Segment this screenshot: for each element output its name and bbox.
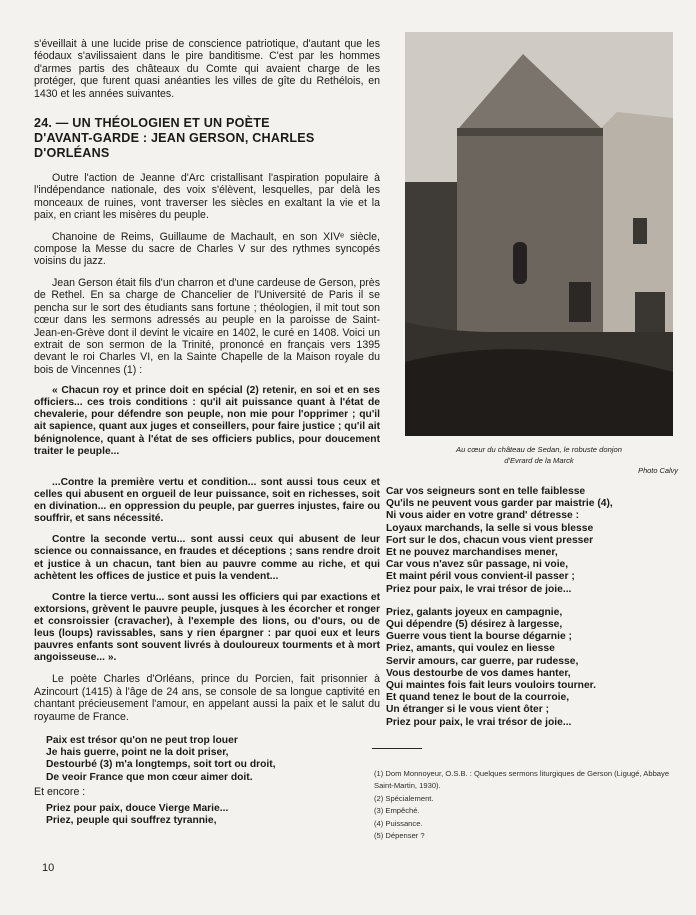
verse-line: Priez pour paix, douce Vierge Marie...	[46, 802, 229, 814]
footnote-item: (3) Empêché.	[374, 806, 420, 816]
page-number: 10	[42, 862, 55, 874]
footnote-item: (1) Dom Monnoyeur, O.S.B. : Quelques sermons liturgiques de Gerson (Ligugé, Abbaye Saint-Martin, 1930).	[374, 769, 670, 791]
verse-line: Destourbé (3) m'a longtemps, soit tort ou droit,	[46, 759, 276, 771]
verse-line: Qui dépendre (5) désirez à largesse,	[386, 619, 563, 631]
verse-line: Qu'ils ne peuvent vous garder par maistrie (4),	[386, 498, 613, 510]
quote-gerson-2: ...Contre la première vertu et condition... sont aussi tous ceux et celles qui abusent en orgueil de leur puissance, soit en richesses, soit en divination... en oppression du peuple, par guerres injustes, faire ou souffrir, et sans nécessité.	[34, 477, 380, 525]
left-column-lower	[34, 477, 380, 827]
verse-line: Servir amours, car guerre, par rudesse,	[386, 655, 579, 667]
donjon-illustration	[405, 32, 673, 436]
paragraph-machault: Chanoine de Reims, Guillaume de Machault, en son XIVᵉ siècle, compose la Messe du sacre de Charles V sur des rythmes syncopés voisins du jazz.	[34, 230, 380, 268]
right-column-poem	[386, 486, 676, 729]
quote-gerson-3: Contre la seconde vertu... sont aussi ceux qui abusent de leur science ou connaissance, en fraudes et déceptions ; sans rendre droit et justice à un chacun, tant bien au pauvre comme au riche, et qui achètent les offices de justice et puis la vendent...	[34, 534, 380, 582]
verse-line: Qui maintes fois fait leurs vouloirs tourner.	[386, 680, 596, 692]
verse-line: Priez, amants, qui voulez en liesse	[386, 643, 555, 655]
section-title-line-1: 24. — UN THÉOLOGIEN ET UN POÈTE	[34, 116, 270, 131]
paragraph-charles-dorleans: Le poète Charles d'Orléans, prince du Porcien, fait prisonnier à Azincourt (1415) à l'âge de 24 ans, se console de sa longue captivité en chantant précieusement l'amour, en appelant aussi la paix et le salut du royaume de France.	[34, 673, 380, 723]
paragraph-jeanne-darc: Outre l'action de Jeanne d'Arc cristallisant l'aspiration populaire à l'indépendance nationale, des voix s'élèvent, lesquelles, par delà les monceaux de ruines, vont traverser les siècles en exaltant la vie et la paix, en criant les misères du peuple.	[34, 172, 380, 222]
section-heading	[34, 116, 380, 161]
footnotes	[374, 768, 678, 842]
verse-line: Loyaux marchands, la selle si vous blesse	[386, 522, 594, 534]
quote-gerson-1: « Chacun roy et prince doit en spécial (2) retenir, en soi et en ses officiers... ces trois conditions : qu'il ait puissance quant à l'état de chevalerie, pour défendre son peuple, non mie pour l'opprimer ; qu'il ait sapience, quant aux juges et conseillers, pour faire justice ; qu'il ait bénignolence, quant à l'état de ses officiers publics, pour doucement traiter le peuple...	[34, 385, 380, 457]
footnote-item: (4) Puissance.	[374, 818, 423, 828]
verse-line: Car vos seigneurs sont en telle faiblesse	[386, 486, 586, 497]
verse-line: Fort sur le dos, chacun vous vient presser	[386, 534, 594, 546]
paragraph-gerson: Jean Gerson était fils d'un charron et d'une cardeuse de Gerson, près de Rethel. En sa charge de Chancelier de l'Université de Paris il se pencha sur le sort des étudiants sans fortune ; théologien, il mit tout son cœur dans les sermons adressés au peuple en la paroisse de Saint-Jean-en-Grève dont il devint le vicaire en 1402, le curé en 1408. Voici un extrait de son sermon de la Trinité, prononcé en français vers 1395 devant le roi Charles VI, en la Sainte Chapelle de la Maison royale du bois de Vincennes (1) :	[34, 276, 380, 376]
verse-line: Un étranger si le vous vient ôter ;	[386, 704, 550, 716]
photo-caption-line-2: d'Evrard de la Marck	[504, 456, 574, 465]
verse-line: De veoir France que mon cœur aimer doit.	[46, 771, 253, 783]
verse-line: Et ne pouvez marchandises mener,	[386, 547, 558, 559]
verse-line: Vous destourbe de vos dames hanter,	[386, 667, 571, 679]
verse-line: Je hais guerre, point ne la doit priser,	[46, 747, 229, 759]
section-title-line-2: D'AVANT-GARDE : JEAN GERSON, CHARLES D'ORLÉANS	[34, 131, 315, 161]
poem-stanza-paix	[34, 735, 380, 784]
verse-line: Priez, peuple qui souffrez tyrannie,	[46, 814, 217, 826]
footnote-item: (2) Spécialement.	[374, 793, 434, 803]
verse-line: Car vous n'avez sûr passage, ni voie,	[386, 559, 569, 571]
verse-line: Et quand tenez le bout de la courroie,	[386, 692, 570, 704]
left-column	[34, 38, 380, 458]
quote-gerson-4: Contre la tierce vertu... sont aussi les officiers qui par exactions et extorsions, grèvent le pauvre peuple, jusques à les écorcher et ronger et consroissier (cravacher), à l'exemple des lions, ou d'ours, ou de leus (loups) ravissables, sans y rien épargner : par quoi eux et leurs pauvres enfants sont souvent livrés à douloureux tourments et à mort angoisseuse... ».	[34, 591, 380, 664]
photo-caption-line-1: Au cœur du château de Sedan, le robuste donjon	[456, 445, 622, 454]
verse-line: Guerre vous tient la bourse dégarnie ;	[386, 631, 572, 643]
poem-stanza-seigneurs	[386, 486, 676, 596]
verse-line: Ni vous aider en votre grand' détresse :	[386, 510, 580, 522]
footnote-item: (5) Dépenser ?	[374, 831, 425, 841]
chateau-photo	[405, 32, 673, 436]
verse-line: Paix est trésor qu'on ne peut trop louer	[46, 734, 238, 746]
verse-line: Et maint péril vous convient-il passer ;	[386, 571, 575, 583]
poem-stanza-priez	[34, 803, 380, 827]
photo-caption	[405, 444, 673, 466]
footnote-divider	[372, 748, 422, 749]
intro-paragraph: s'éveillait à une lucide prise de conscience patriotique, d'autant que les féodaux s'avilissaient dans le pire banditisme. C'est par les hommes d'armes partis des châteaux du Comte qui avaient charge de les protéger, que furent quasi anéanties les villes de gîte du Rethélois, en 1430 et les années suivantes.	[34, 38, 380, 100]
photo-credit: Photo Calvy	[638, 466, 678, 475]
verse-line: Priez pour paix, le vrai trésor de joie...	[386, 583, 572, 595]
verse-line: Priez, galants joyeux en campagnie,	[386, 606, 563, 618]
poem-stanza-galants	[386, 607, 676, 729]
verse-line: Priez pour paix, le vrai trésor de joie...	[386, 716, 572, 728]
et-encore-label: Et encore :	[34, 785, 86, 798]
